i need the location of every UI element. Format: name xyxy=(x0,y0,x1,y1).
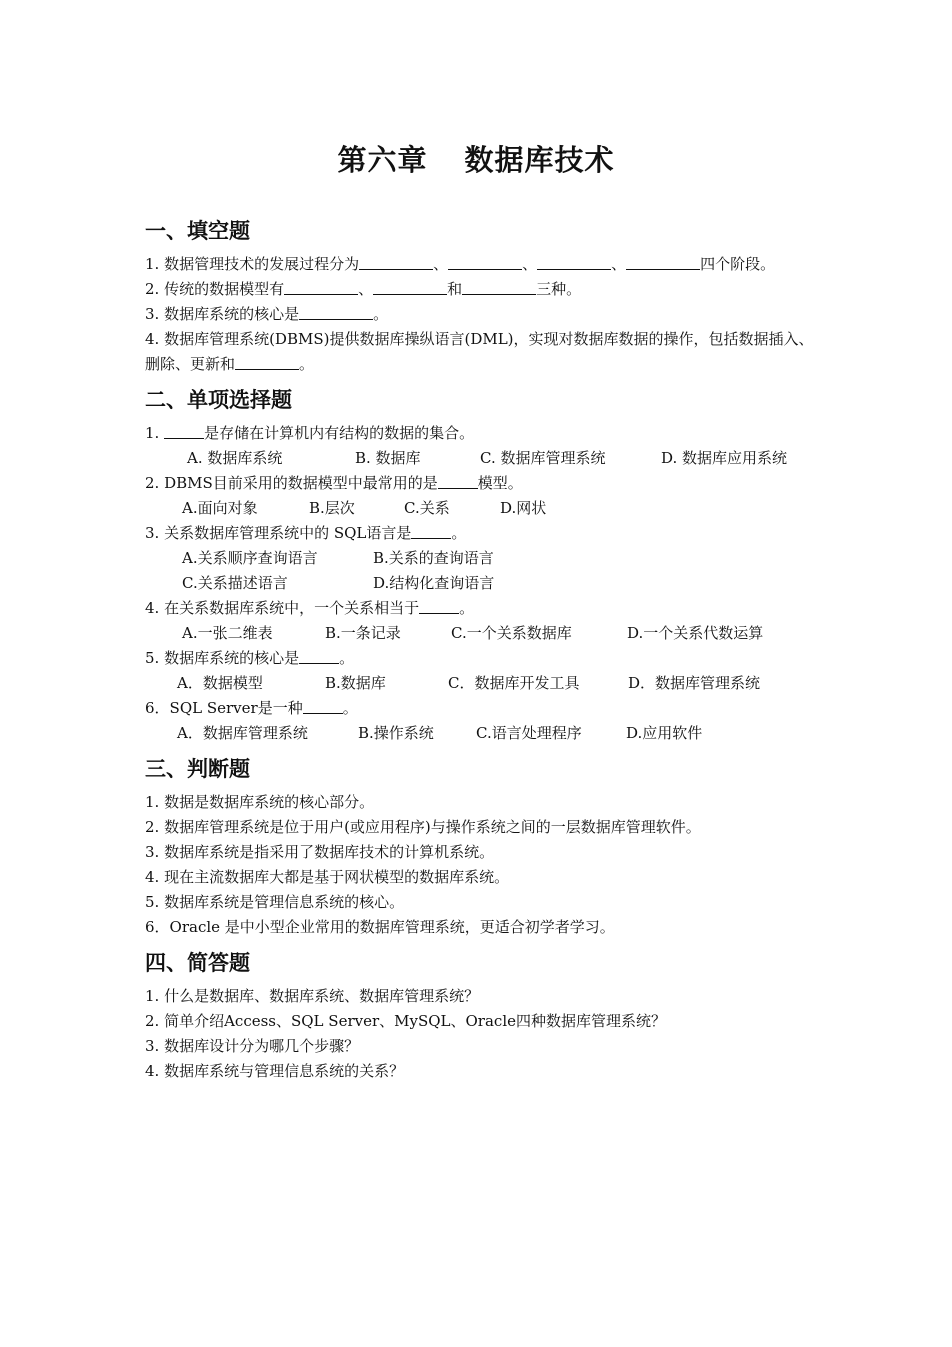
short-answer-item: 2. 简单介绍Access、SQL Server、MySQL、Oracle四种数据库管理系统？ xyxy=(145,1012,666,1030)
option-b: B.操作系统 xyxy=(358,724,434,742)
short-answer-section-heading: 四、简答题 xyxy=(145,951,250,975)
judge-item: 5. 数据库系统是管理信息系统的核心。 xyxy=(145,893,405,911)
fill-question-2: 2. 传统的数据模型有 、 和 三种。 xyxy=(145,280,582,298)
judge-item: 3. 数据库系统是指采用了数据库技术的计算机系统。 xyxy=(145,843,495,861)
choice-question-1: 1. 是存储在计算机内有结构的数据的集合。 xyxy=(145,424,475,442)
fill-question-1: 1. 数据管理技术的发展过程分为 、 、 、 四个阶段。 xyxy=(145,255,776,273)
option-d: D.一个关系代数运算 xyxy=(627,624,764,642)
option-a: A．数据库管理系统 xyxy=(177,724,308,742)
choice-question-4: 4. 在关系数据库系统中，一个关系相当于 。 xyxy=(145,599,475,617)
choice-question-6: 6．SQL Server是一种 。 xyxy=(145,699,358,717)
option-b: B. 数据库 xyxy=(355,449,421,467)
judge-item: 1. 数据是数据库系统的核心部分。 xyxy=(145,793,375,811)
option-c: C.关系 xyxy=(404,499,450,517)
answer-blank xyxy=(411,522,451,539)
answer-blank xyxy=(359,253,433,270)
choice-options-2 xyxy=(145,496,815,521)
answer-blank xyxy=(164,422,204,439)
fill-question-4: 4. 数据库管理系统(DBMS)提供数据库操纵语言(DML)，实现对数据库数据的操作，包括数据插入、删除、更新和 。 xyxy=(145,330,814,373)
choice-question-5: 5. 数据库系统的核心是 。 xyxy=(145,649,355,667)
option-c: C．数据库开发工具 xyxy=(448,674,580,692)
judge-item: 2. 数据库管理系统是位于用户(或应用程序)与操作系统之间的一层数据库管理软件。 xyxy=(145,818,701,836)
answer-blank xyxy=(438,472,478,489)
choice-options-1 xyxy=(145,446,815,471)
option-c: C.一个关系数据库 xyxy=(451,624,572,642)
option-d: D.应用软件 xyxy=(626,724,703,742)
judge-item: 4. 现在主流数据库大都是基于网状模型的数据库系统。 xyxy=(145,868,510,886)
option-d: D. 数据库应用系统 xyxy=(661,449,788,467)
option-a: A. 数据库系统 xyxy=(187,449,283,467)
choice-options-5 xyxy=(145,671,815,696)
option-c: C.关系描述语言 xyxy=(182,574,288,592)
short-answer-item: 4. 数据库系统与管理信息系统的关系？ xyxy=(145,1062,405,1080)
choice-options-6 xyxy=(145,721,815,746)
answer-blank xyxy=(448,253,522,270)
option-b: B.一条记录 xyxy=(325,624,401,642)
short-answer-item: 3. 数据库设计分为哪几个步骤？ xyxy=(145,1037,360,1055)
answer-blank xyxy=(373,278,447,295)
answer-blank xyxy=(537,253,611,270)
option-a: A.面向对象 xyxy=(182,499,258,517)
choice-section-heading: 二、单项选择题 xyxy=(145,388,292,412)
option-c: C. 数据库管理系统 xyxy=(480,449,606,467)
chapter-title: 第六章 数据库技术 xyxy=(337,143,615,177)
option-b: B.层次 xyxy=(309,499,355,517)
choice-options-3b xyxy=(145,571,815,596)
choice-question-2: 2. DBMS目前采用的数据模型中最常用的是 模型。 xyxy=(145,474,523,492)
fill-question-3: 3. 数据库系统的核心是 。 xyxy=(145,305,389,323)
answer-blank xyxy=(303,697,343,714)
option-d: D．数据库管理系统 xyxy=(628,674,761,692)
judge-section-heading: 三、判断题 xyxy=(145,757,250,781)
option-b: B.关系的查询语言 xyxy=(373,549,494,567)
answer-blank xyxy=(284,278,358,295)
option-d: D.网状 xyxy=(500,499,547,517)
answer-blank xyxy=(419,597,459,614)
content xyxy=(145,214,815,1084)
fill-section-heading: 一、填空题 xyxy=(145,219,250,243)
answer-blank xyxy=(299,303,373,320)
choice-options-4 xyxy=(145,621,815,646)
option-a: A．数据模型 xyxy=(177,674,263,692)
option-a: A.一张二维表 xyxy=(182,624,273,642)
choice-question-3: 3. 关系数据库管理系统中的 SQL语言是 。 xyxy=(145,524,467,542)
judge-item: 6．Oracle 是中小型企业常用的数据库管理系统，更适合初学者学习。 xyxy=(145,918,615,936)
option-d: D.结构化查询语言 xyxy=(373,574,495,592)
answer-blank xyxy=(462,278,536,295)
option-c: C.语言处理程序 xyxy=(476,724,582,742)
short-answer-item: 1. 什么是数据库、数据库系统、数据库管理系统？ xyxy=(145,987,480,1005)
answer-blank xyxy=(299,647,339,664)
option-a: A.关系顺序查询语言 xyxy=(182,549,318,567)
answer-blank xyxy=(235,353,299,370)
choice-options-3a xyxy=(145,546,815,571)
answer-blank xyxy=(626,253,700,270)
option-b: B.数据库 xyxy=(325,674,386,692)
